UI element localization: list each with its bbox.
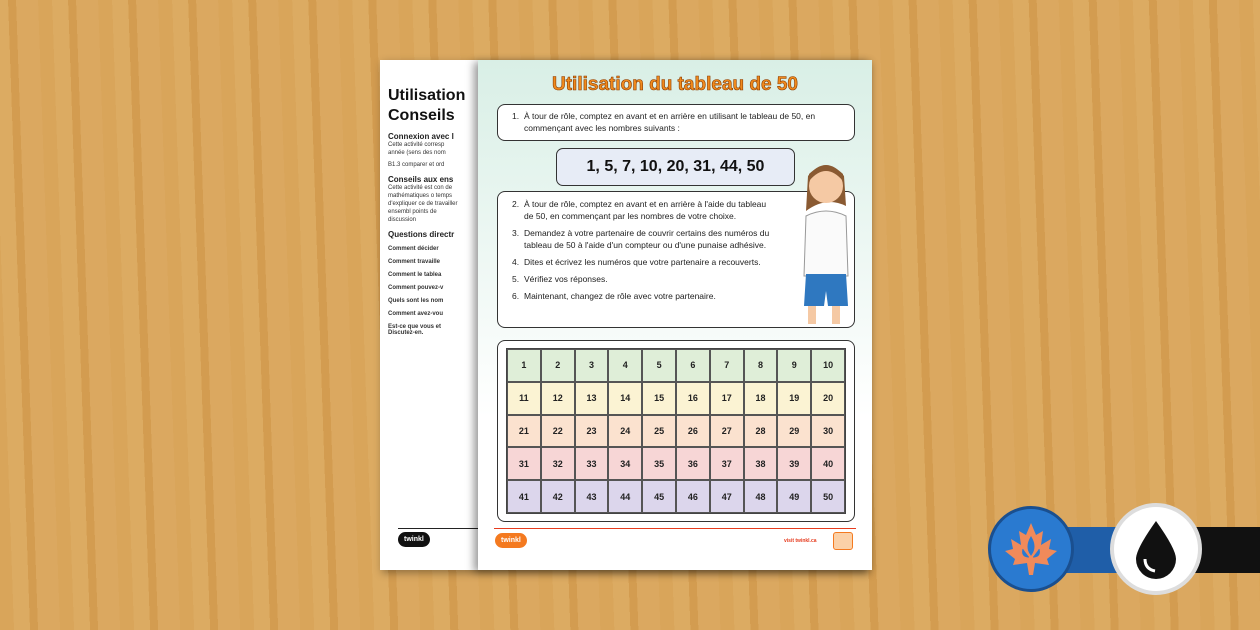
maple-leaf-fleur-de-lis-icon: [988, 506, 1074, 592]
chart-cell-20: 20: [811, 382, 845, 415]
step-number: 3.: [512, 228, 520, 238]
number-list: 1, 5, 7, 10, 20, 31, 44, 50: [556, 148, 795, 186]
step-text: Dites et écrivez les numéros que votre partenaire a recouverts.: [524, 257, 761, 267]
chart-cell-4: 4: [608, 349, 642, 382]
step-number: 4.: [512, 257, 520, 267]
chart-cell-23: 23: [575, 415, 609, 448]
step-text: À tour de rôle, comptez en avant et en arrière à l'aide du tableau de 50, en commençant par les nombres de votre choixe.: [524, 199, 767, 221]
chart-cell-26: 26: [676, 415, 710, 448]
step-number: 2.: [512, 199, 520, 209]
chart-cell-47: 47: [710, 480, 744, 513]
back-text-conseils: Cette activité est con de mathématiques o temps d'expliquer ce de travailler ensembl points de discussion: [388, 185, 458, 223]
visit-link: visit twinkl.ca: [784, 538, 817, 544]
chart-cell-15: 15: [642, 382, 676, 415]
chart-cell-31: 31: [507, 447, 541, 480]
back-footer-line: [398, 528, 478, 529]
chart-cell-27: 27: [710, 415, 744, 448]
chart-cell-32: 32: [541, 447, 575, 480]
chart-cell-42: 42: [541, 480, 575, 513]
chart-cell-36: 36: [676, 447, 710, 480]
step-item: [512, 256, 774, 268]
front-page: [478, 60, 872, 570]
chart-cell-18: 18: [744, 382, 778, 415]
chart-cell-46: 46: [676, 480, 710, 513]
chart-cell-24: 24: [608, 415, 642, 448]
chart-cell-14: 14: [608, 382, 642, 415]
chart-cell-28: 28: [744, 415, 778, 448]
chart-cell-6: 6: [676, 349, 710, 382]
back-heading-questions: Questions directr: [388, 230, 455, 239]
chart-cell-16: 16: [676, 382, 710, 415]
twinkl-logo: twinkl: [495, 533, 527, 548]
step-item: [512, 273, 774, 285]
chart-cell-30: 30: [811, 415, 845, 448]
back-title-1: Utilisation: [388, 87, 466, 104]
chart-cell-8: 8: [744, 349, 778, 382]
chart-cell-21: 21: [507, 415, 541, 448]
step-number: 6.: [512, 291, 520, 301]
chart-cell-13: 13: [575, 382, 609, 415]
back-title-2: Conseils: [388, 107, 455, 124]
chart-cell-33: 33: [575, 447, 609, 480]
back-question: Est-ce que vous et Discutez-en.: [388, 324, 442, 336]
chart-cell-5: 5: [642, 349, 676, 382]
chart-cell-45: 45: [642, 480, 676, 513]
chart-cell-44: 44: [608, 480, 642, 513]
back-question-list: [388, 246, 468, 336]
chart-cell-10: 10: [811, 349, 845, 382]
back-question: Comment décider: [388, 246, 439, 252]
chart-cell-11: 11: [507, 382, 541, 415]
footer-line: [494, 528, 856, 529]
chart-cell-38: 38: [744, 447, 778, 480]
step-item: [512, 198, 774, 222]
chart-cell-29: 29: [777, 415, 811, 448]
chart-cell-43: 43: [575, 480, 609, 513]
chart-cell-9: 9: [777, 349, 811, 382]
back-heading-conseils: Conseils aux ens: [388, 175, 454, 184]
step-text: Vérifiez vos réponses.: [524, 274, 608, 284]
back-heading-connexion: Connexion avec l: [388, 132, 454, 141]
back-question: Comment pouvez-v: [388, 285, 444, 291]
back-question: Comment avez-vou: [388, 311, 444, 317]
chart-cell-12: 12: [541, 382, 575, 415]
number-chart-box: [497, 340, 855, 522]
back-text-connexion: Cette activité corresp année (sens des nom: [388, 142, 446, 156]
step-number: 1.: [512, 111, 520, 121]
chart-cell-41: 41: [507, 480, 541, 513]
back-text-code: B1.3 comparer et ord: [388, 162, 445, 168]
chart-cell-19: 19: [777, 382, 811, 415]
chart-cell-22: 22: [541, 415, 575, 448]
step-item: [512, 290, 774, 302]
step-item: [512, 227, 774, 251]
chart-cell-35: 35: [642, 447, 676, 480]
chart-cell-25: 25: [642, 415, 676, 448]
chart-cell-49: 49: [777, 480, 811, 513]
chart-cell-17: 17: [710, 382, 744, 415]
chart-cell-2: 2: [541, 349, 575, 382]
chart-cell-39: 39: [777, 447, 811, 480]
worksheet-title: Utilisation du tableau de 50: [552, 74, 798, 95]
step-text: Demandez à votre partenaire de couvrir certains des numéros du tableau de 50 à l'aide d'un compteur ou d'une punaise adhésive.: [524, 228, 770, 250]
step-1-box: [497, 104, 855, 141]
step-number: 5.: [512, 274, 520, 284]
back-question: Comment le tablea: [388, 272, 442, 278]
step-text: À tour de rôle, comptez en avant et en arrière en utilisant le tableau de 50, en commençant avec les nombres suivants :: [524, 111, 816, 133]
chart-cell-50: 50: [811, 480, 845, 513]
number-chart-50: [506, 348, 846, 514]
chart-cell-3: 3: [575, 349, 609, 382]
chart-cell-34: 34: [608, 447, 642, 480]
girl-illustration-icon: [796, 156, 856, 326]
back-twinkl-logo: twinkl: [398, 532, 430, 547]
back-question: Comment travaille: [388, 259, 441, 265]
chart-cell-37: 37: [710, 447, 744, 480]
chart-cell-40: 40: [811, 447, 845, 480]
ink-drop-icon: [1110, 503, 1202, 595]
step-text: Maintenant, changez de rôle avec votre partenaire.: [524, 291, 716, 301]
quality-seal-icon: [833, 532, 853, 550]
chart-cell-7: 7: [710, 349, 744, 382]
chart-cell-48: 48: [744, 480, 778, 513]
back-question: Quels sont les nom: [388, 298, 444, 304]
chart-cell-1: 1: [507, 349, 541, 382]
